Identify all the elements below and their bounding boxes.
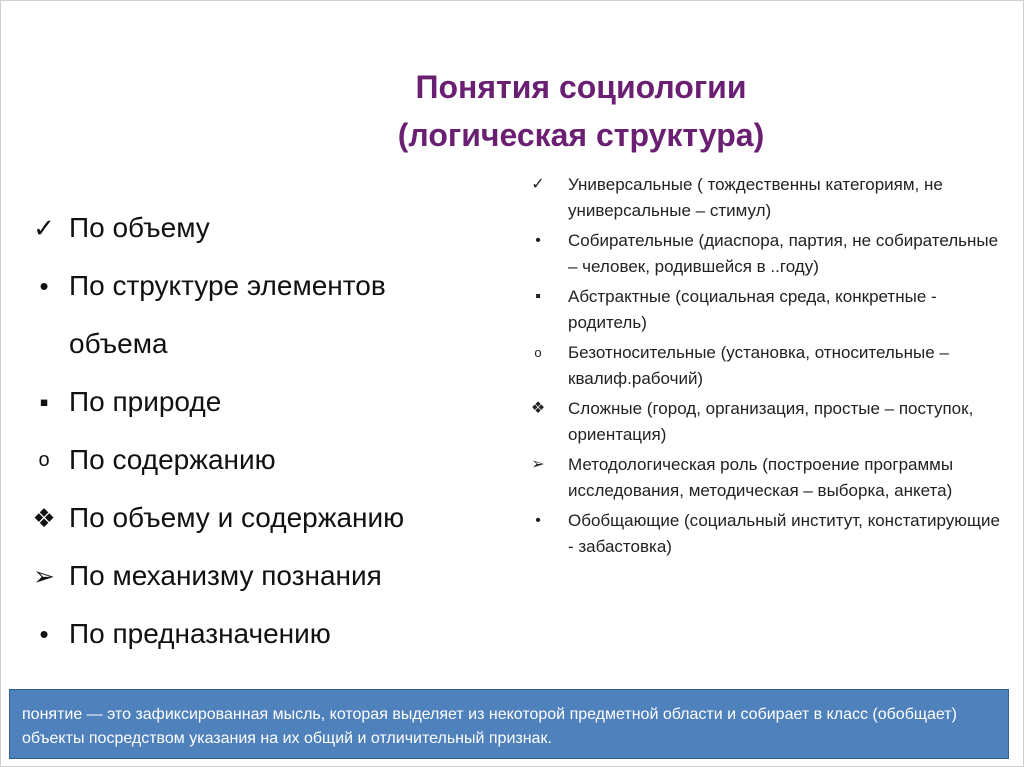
checkmark-icon: ✓ (531, 176, 545, 193)
circle-bullet-icon: o (534, 345, 542, 360)
criteria-item-text: объема (69, 328, 168, 359)
criteria-item-text: По содержанию (69, 444, 276, 475)
criteria-item-text: По структуре элементов (69, 270, 386, 301)
criteria-item-text: По объему (69, 212, 210, 243)
circle-bullet-icon: o (38, 449, 50, 471)
definition-text: понятие — это зафиксированная мысль, которая выделяет из некоторой предметной области и собирает в класс (обобщает) объекты посредством указания на их общий и отличительный признак. (22, 706, 957, 747)
dot-bullet-icon: • (39, 619, 49, 649)
criteria-item (29, 489, 489, 547)
arrow-bullet-icon: ➢ (531, 456, 545, 473)
concept-type-item (523, 172, 1003, 224)
concept-type-item (523, 340, 1003, 392)
slide-title (301, 63, 861, 159)
concept-type-text: Обобщающие (социальный институт, констатирующие - забастовка) (568, 511, 1000, 556)
arrow-bullet-icon: ➢ (33, 561, 55, 591)
diamond-bullet-icon: ❖ (32, 503, 56, 533)
criteria-item-continuation (29, 315, 489, 373)
concept-type-item (523, 284, 1003, 336)
definition-box (9, 689, 1009, 759)
criteria-item (29, 547, 489, 605)
concept-type-text: Методологическая роль (построение программы исследования, методическая – выборка, анкета) (568, 455, 954, 500)
dot-bullet-icon: • (535, 512, 541, 529)
criteria-item (29, 373, 489, 431)
slide-title-line1: Понятия социологии (415, 69, 747, 105)
square-bullet-icon: ▪ (535, 288, 541, 305)
square-bullet-icon: ▪ (39, 387, 49, 417)
concept-type-item (523, 508, 1003, 560)
classification-criteria-list (29, 199, 489, 663)
concept-type-item (523, 396, 1003, 448)
concept-type-text: Абстрактные (социальная среда, конкретные - родитель) (568, 287, 937, 332)
concept-types-list (523, 172, 1003, 564)
slide-title-line2: (логическая структура) (397, 117, 765, 153)
criteria-item (29, 257, 489, 315)
diamond-bullet-icon: ❖ (530, 400, 546, 417)
criteria-item-text: По механизму познания (69, 560, 382, 591)
concept-type-text: Сложные (город, организация, простые – поступок, ориентация) (568, 399, 974, 444)
concept-type-text: Универсальные ( тождественны категориям, не универсальные – стимул) (568, 175, 943, 220)
concept-type-text: Собирательные (диаспора, партия, не собирательные – человек, родившейся в ..году) (568, 231, 999, 276)
dot-bullet-icon: • (39, 271, 49, 301)
criteria-item (29, 199, 489, 257)
concept-type-item (523, 452, 1003, 504)
dot-bullet-icon: • (535, 232, 541, 249)
criteria-item-text: По природе (69, 386, 222, 417)
concept-type-item (523, 228, 1003, 280)
criteria-item (29, 431, 489, 489)
criteria-item-text: По объему и содержанию (69, 502, 405, 533)
checkmark-icon: ✓ (33, 213, 55, 243)
criteria-item (29, 605, 489, 663)
concept-type-text: Безотносительные (установка, относительные – квалиф.рабочий) (568, 343, 949, 388)
criteria-item-text: По предназначению (69, 618, 331, 649)
